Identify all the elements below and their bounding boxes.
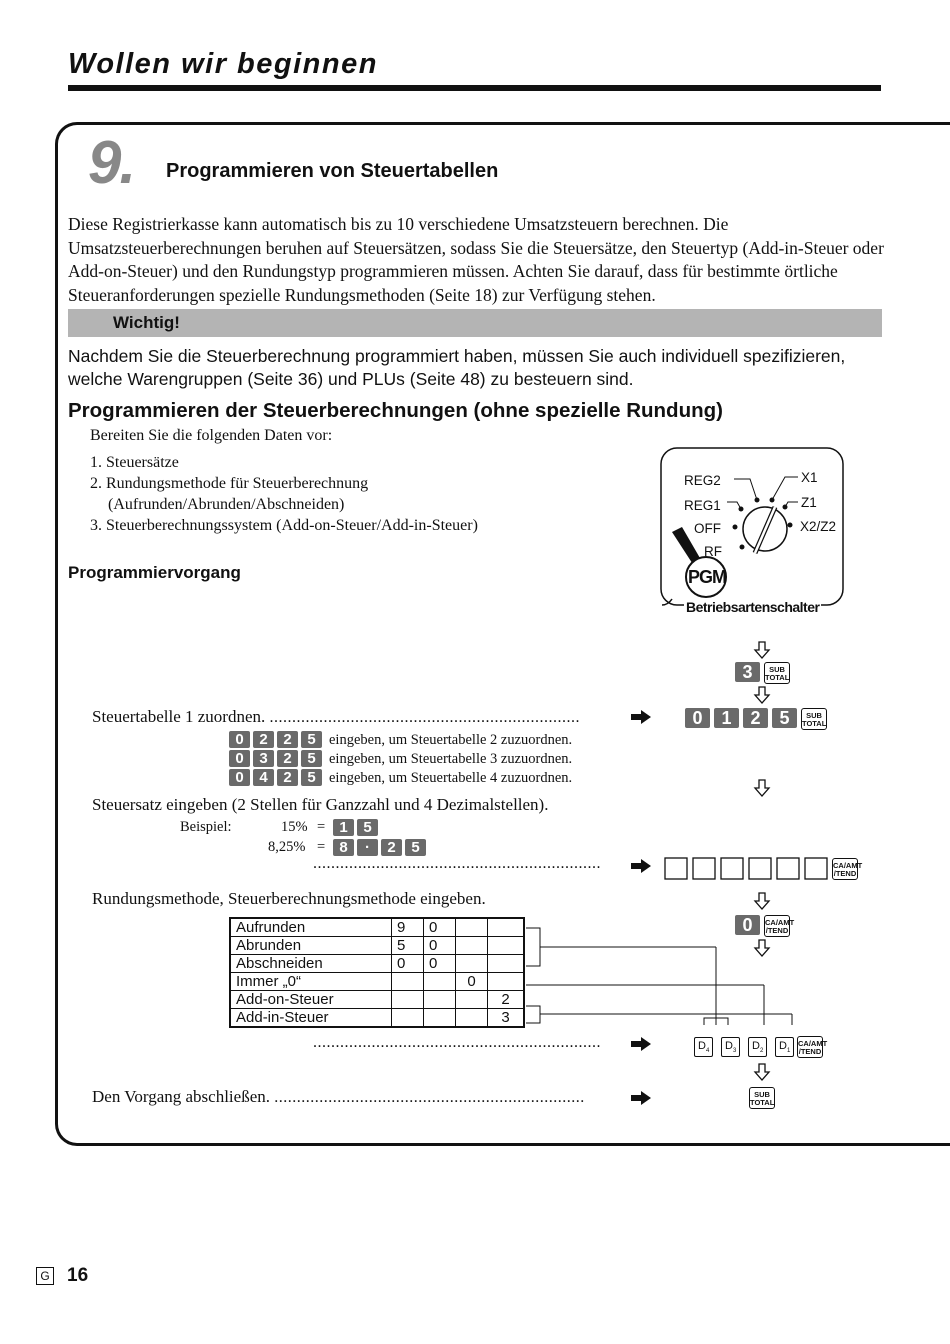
number-key: 5 — [405, 839, 426, 856]
page-header-title: Wollen wir beginnen — [68, 48, 378, 80]
section-number: 9. — [88, 129, 135, 196]
step-text: Den Vorgang abschließen. — [92, 1087, 270, 1106]
example-keys-1 — [333, 819, 381, 837]
list-item: 1. Steuersätze — [90, 454, 179, 471]
section-title: Programmieren von Steuertabellen — [166, 160, 499, 182]
d3-key: $D_3$ — [721, 1037, 740, 1057]
d1-key: $D_1$ — [775, 1037, 794, 1057]
table-code-text: eingeben, um Steuertabelle 2 zuzuordnen. — [329, 732, 573, 748]
number-key: 5 — [772, 708, 797, 728]
example-value-2: 8,25% — [268, 839, 306, 855]
subtotal-key: SUB TOTAL — [764, 662, 790, 684]
equals-sign: = — [317, 839, 326, 855]
rounding-table — [229, 917, 525, 1028]
decimal-key: · — [357, 839, 378, 856]
number-key: 3 — [253, 750, 274, 767]
dot-leader: ..................................................................... — [274, 1089, 585, 1106]
key-sequence-1 — [735, 662, 790, 684]
mode-position-pgm: PGM — [688, 567, 727, 587]
prep-list — [90, 452, 478, 536]
number-key: 2 — [277, 750, 298, 767]
step-assign-table-1 — [92, 707, 580, 727]
mode-position-off: OFF — [694, 521, 721, 536]
prep-text: Bereiten Sie die folgenden Daten vor: — [90, 427, 333, 444]
arrow-down-icon — [753, 892, 771, 910]
table-code-text: eingeben, um Steuertabelle 4 zuzuordnen. — [329, 770, 573, 786]
number-key: 5 — [357, 819, 378, 836]
mode-position-z1: Z1 — [801, 495, 817, 510]
number-key: 1 — [333, 819, 354, 836]
d-key-row — [694, 1036, 828, 1058]
list-item: (Aufrunden/Abrunden/Abschneiden) — [108, 496, 345, 513]
number-key: 4 — [253, 769, 274, 786]
number-key: 3 — [735, 662, 760, 682]
subtotal-key: SUB TOTAL — [749, 1087, 775, 1109]
table-code-row — [229, 750, 572, 768]
arrow-right-icon — [630, 858, 652, 874]
number-key: 0 — [735, 915, 760, 935]
mode-switch-caption: Betriebsartenschalter — [686, 599, 820, 615]
section-intro: Diese Registrierkasse kann automatisch bis zu 10 verschiedene Umsatzsteuern berechnen. Die Umsatzsteuerberechnungen beruhen auf Steuersätzen, sodass Sie die Steuersätze, den Steuertyp (Add-in-Steuer oder Add-on-Steuer) und den Rundungstyp programmieren müssen. Achten Sie darauf, dass für bestimmte örtliche Steueranforderungen spezielle Rundungsmethoden (Seite 18) zur Verfügung stehen. — [68, 214, 884, 305]
arrow-right-icon — [630, 1036, 652, 1052]
arrow-right-icon — [630, 709, 652, 725]
ca-amt-tend-key: CA/AMT /TEND — [764, 915, 790, 937]
step-enter-tax-rate: Steuersatz eingeben (2 Stellen für Ganzzahl und 4 Dezimalstellen). — [92, 795, 549, 814]
number-key: 5 — [301, 731, 322, 748]
table-row: Aufrunden 9 0 — [230, 918, 524, 937]
table-row: Abrunden 5 0 — [230, 937, 524, 955]
ca-amt-tend-key: CA/AMT /TEND — [797, 1036, 823, 1058]
arrow-right-icon — [630, 1090, 652, 1106]
dot-leader: ..................................................................... — [269, 709, 580, 726]
arrow-down-icon — [753, 1063, 771, 1081]
number-key: 2 — [253, 731, 274, 748]
dot-leader: ................................................................ — [313, 855, 601, 872]
number-key: 1 — [714, 708, 739, 728]
step-enter-rounding: Rundungsmethode, Steuerberechnungsmethode eingeben. — [92, 889, 486, 908]
number-key: 0 — [685, 708, 710, 728]
mode-position-reg2: REG2 — [684, 473, 721, 488]
equals-sign: = — [317, 819, 326, 835]
subtotal-key: SUB TOTAL — [801, 708, 827, 730]
example-label: Beispiel: — [180, 819, 232, 835]
list-item: 3. Steuerberechnungssystem (Add-on-Steuer/Add-in-Steuer) — [90, 517, 478, 534]
dot-leader: ................................................................ — [313, 1034, 601, 1051]
number-key: 0 — [229, 750, 250, 767]
page-number: 16 — [67, 1265, 89, 1286]
step-text: Steuertabelle 1 zuordnen. — [92, 707, 266, 726]
mode-switch — [660, 447, 845, 615]
mode-position-x2z2: X2/Z2 — [800, 519, 837, 534]
d2-key: $D_2$ — [748, 1037, 767, 1057]
step-finish — [92, 1087, 585, 1107]
mode-position-reg1: REG1 — [684, 498, 721, 513]
table-code-row — [229, 731, 572, 749]
arrow-down-icon — [753, 686, 771, 704]
table-row: Abschneiden 0 0 — [230, 955, 524, 973]
table-connector-lines — [520, 920, 810, 1045]
table-row: Add-in-Steuer 3 — [230, 1009, 524, 1028]
mode-position-x1: X1 — [801, 470, 818, 485]
number-key: 2 — [277, 769, 298, 786]
header-rule — [68, 85, 881, 91]
language-badge: G — [36, 1267, 54, 1285]
number-key: 5 — [301, 769, 322, 786]
empty-digit-boxes — [664, 857, 829, 881]
mode-position-rf: RF — [704, 544, 722, 559]
table-code-text: eingeben, um Steuertabelle 3 zuzuordnen. — [329, 751, 573, 767]
key-sequence-2 — [685, 708, 827, 730]
table-row: Add-on-Steuer 2 — [230, 991, 524, 1009]
number-key: 2 — [277, 731, 298, 748]
number-key: 0 — [229, 731, 250, 748]
procedure-title: Programmiervorgang — [68, 563, 241, 582]
arrow-down-icon — [753, 779, 771, 797]
subsection-title: Programmieren der Steuerberechnungen (ohne spezielle Rundung) — [68, 399, 723, 422]
table-row: Immer „0“ 0 — [230, 973, 524, 991]
d4-key: $D_4$ — [694, 1037, 713, 1057]
table-code-row — [229, 769, 572, 787]
number-key: 5 — [301, 750, 322, 767]
important-text: Nachdem Sie die Steuerberechnung programmiert haben, müssen Sie auch individuell spezifizieren, welche Warengruppen (Seite 36) und PLUs (Seite 48) zu besteuern sind. — [68, 346, 846, 389]
ca-amt-tend-key: CA/AMT /TEND — [832, 858, 858, 880]
number-key: 2 — [381, 839, 402, 856]
rate-digit-boxes — [664, 857, 829, 886]
list-item: 2. Rundungsmethode für Steuerberechnung — [90, 475, 369, 492]
number-key: 8 — [333, 839, 354, 856]
number-key: 2 — [743, 708, 768, 728]
example-value-1: 15% — [281, 819, 308, 835]
number-key: 0 — [229, 769, 250, 786]
important-bar — [68, 309, 882, 337]
arrow-down-icon — [753, 641, 771, 659]
important-label: Wichtig! — [113, 313, 180, 332]
